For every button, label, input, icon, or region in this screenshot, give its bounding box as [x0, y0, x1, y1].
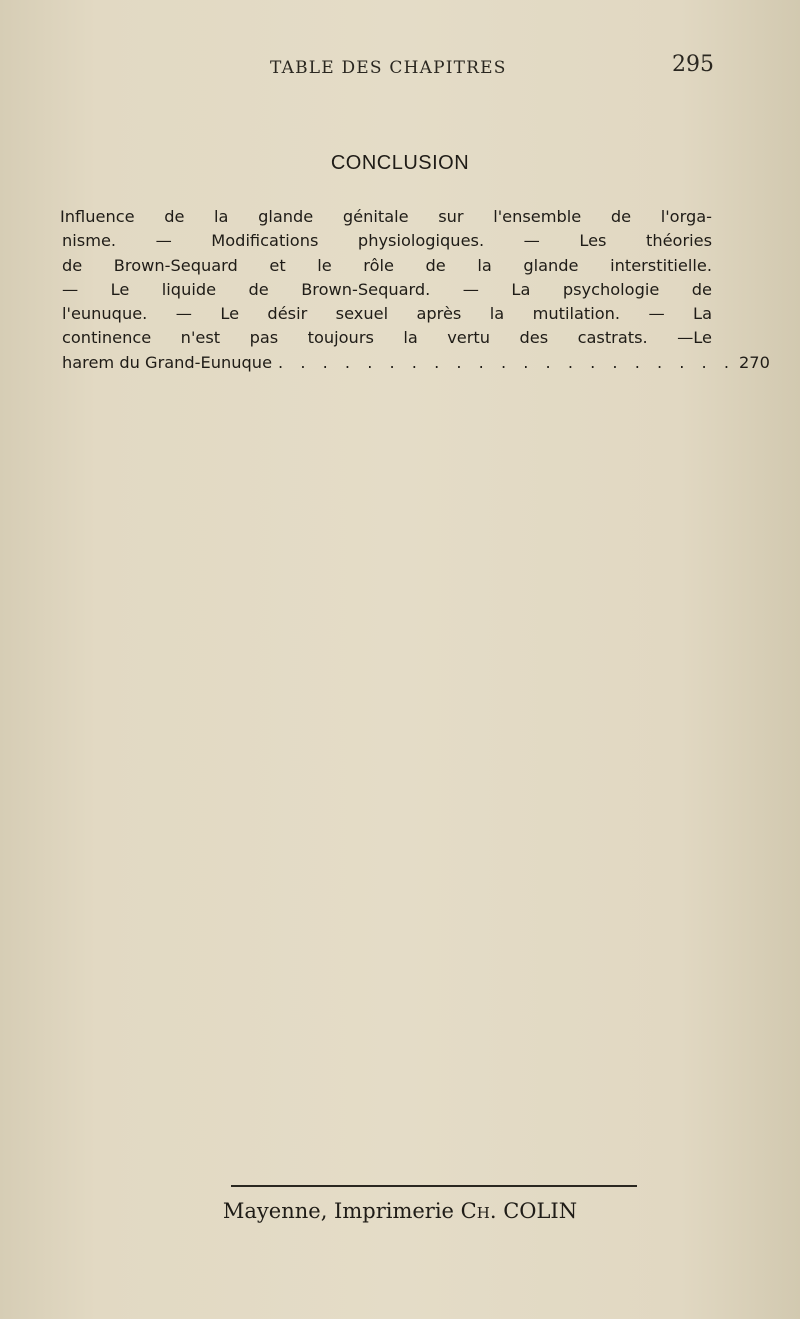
- toc-entry-line-4: — Le liquide de Brown-Sequard. — La psychologie de: [62, 279, 712, 299]
- colophon-printer: COLIN: [503, 1199, 578, 1223]
- toc-entry-line-2: nisme. — Modifications physiologiques. — Les théories: [62, 231, 712, 251]
- dot-leaders: . . . . . . . . . . . . . . . . . . . . .: [278, 352, 735, 372]
- toc-entry-line-6: continence n'est pas toujours la vertu des castrats. —Le: [62, 328, 712, 348]
- colophon-initial: Ch.: [460, 1199, 497, 1223]
- section-title: CONCLUSION: [330, 152, 470, 174]
- toc-entry-line-5: l'eunuque. — Le désir sexuel après la mutilation. — La: [62, 304, 712, 324]
- page-number: 295: [672, 52, 714, 77]
- running-head: TABLE DES CHAPITRES: [270, 58, 507, 78]
- colophon: [0, 1199, 800, 1223]
- colophon-place: Mayenne, Imprimerie: [222, 1199, 454, 1223]
- toc-entry-line-1: Influence de la glande génitale sur l'ensemble de l'orga-: [60, 207, 712, 226]
- toc-entry-last-row: [62, 351, 770, 375]
- toc-entry-line-7: harem du Grand-Eunuque: [62, 352, 273, 372]
- toc-entry: [60, 205, 770, 375]
- toc-page-reference: 270: [739, 352, 770, 372]
- toc-entry-line-3: de Brown-Sequard et le rôle de la glande interstitielle.: [62, 255, 712, 275]
- colophon-rule: [231, 1185, 637, 1187]
